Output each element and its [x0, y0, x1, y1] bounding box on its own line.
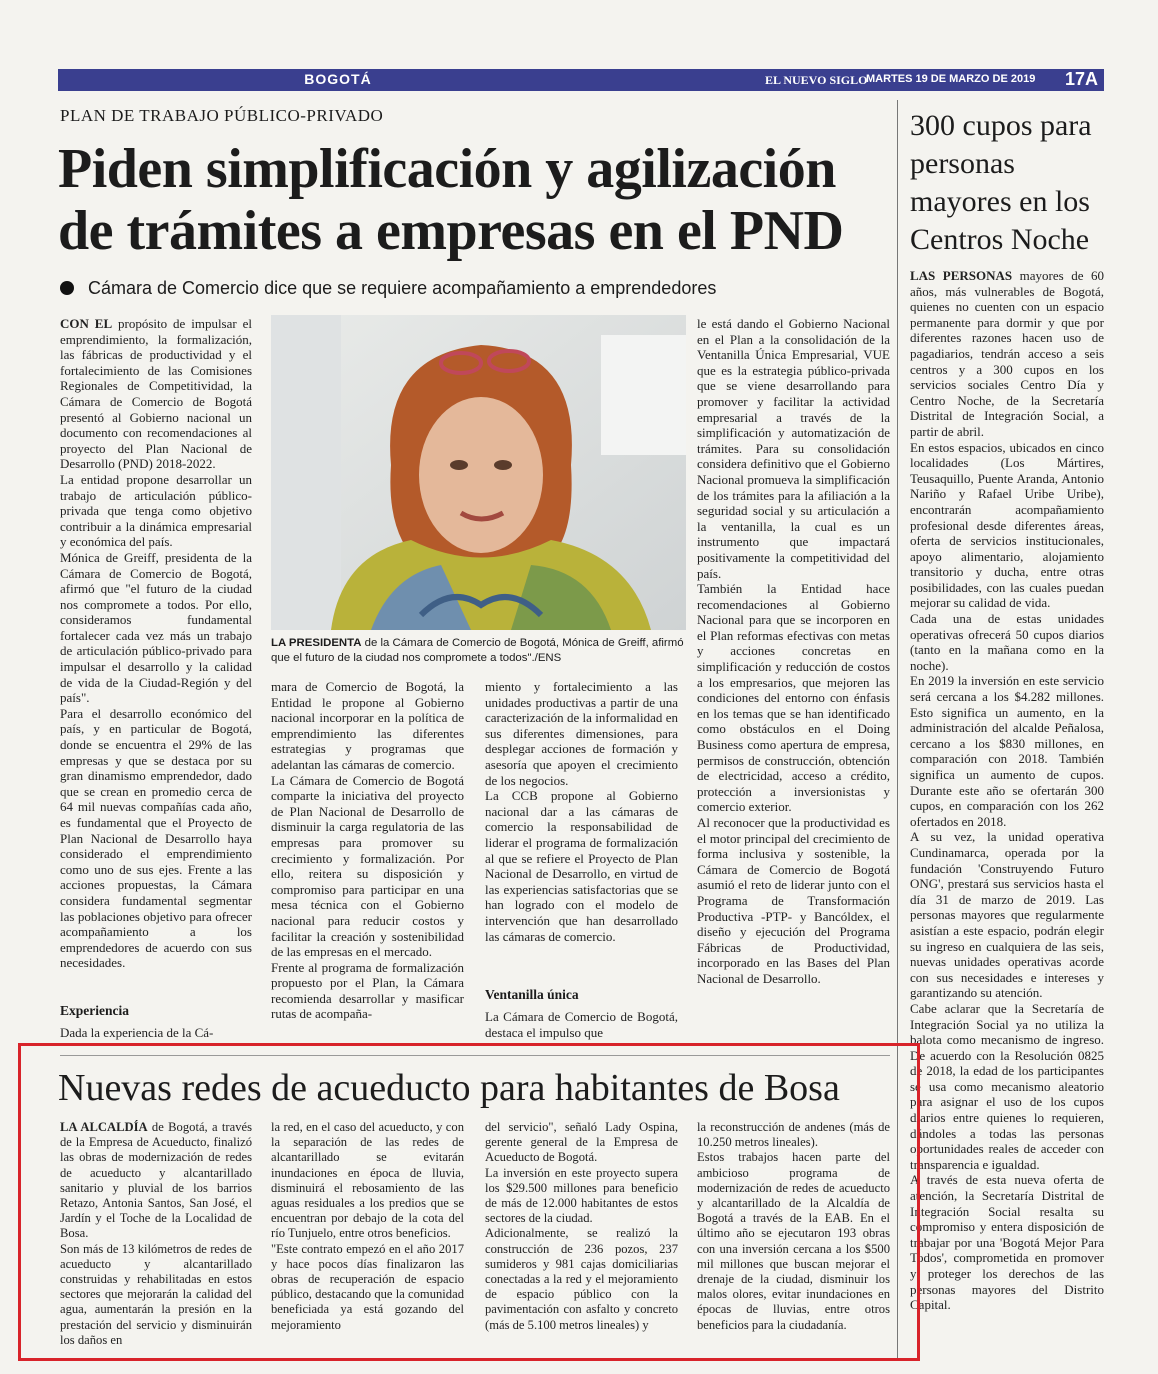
- bottom-text: de Bogotá, a través de la Empresa de Acueducto, finalizó las obras de modernización de redes de acueducto y alcantarillado sanitario y pluvial de los barrios Retazo, Antonia Santos, San José, el Jardín y el Toche de la Localidad de Bosa. Son más de 13 kilómetros de redes de acueducto y alcantarillado construidas y rehabilitadas en estos sectores que mejorarán la calidad del agua, aumentarán la presión en la prestación del servicio y disminuirán los daños en: [60, 1120, 252, 1347]
- subhead-ventanilla-unica: Ventanilla única: [485, 987, 579, 1002]
- publication-name: EL NUEVO SIGLO: [765, 73, 868, 87]
- caption-text: de la Cámara de Comercio de Bogotá, Mónica de Greiff, afirmó que el futuro de la ciudad nos compromete a todos"./ENS: [271, 637, 684, 664]
- bottom-article-column-3: del servicio", señaló Lady Ospina, gerente general de la Empresa de Acueducto de Bogotá. La inversión en este proyecto supera los $29.500 millones para beneficio de más de 12.000 habitantes de estos sectores de la ciudad. Adicionalmente, se realizó la construcción de 236 pozos, 237 sumideros y 981 cajas domiciliarias conectadas a la red y el mejoramiento de espacio público con la pavimentación con asfalto y concreto (más de 5.100 metros lineales) y: [485, 1120, 678, 1332]
- subheadline-text: Cámara de Comercio dice que se requiere acompañamiento a emprendedores: [88, 278, 717, 298]
- caption-lead: LA PRESIDENTA: [271, 637, 362, 649]
- side-article-body: [910, 268, 1104, 1358]
- issue-date: MARTES 19 DE MARZO DE 2019: [866, 73, 1036, 85]
- photo-caption: [271, 636, 686, 666]
- bottom-article-headline: Nuevas redes de acueducto para habitantes de Bosa: [58, 1067, 840, 1109]
- bottom-article-column-4: la reconstrucción de andenes (más de 10.250 metros lineales). Estos trabajos hacen parte del ambicioso programa de modernización de redes de acueducto y alcantarillado de la Alcaldía de Bogotá a través de la EAB. En el último año se ejecutaron 193 obras con una inversión cercana a los $500 mil millones que buscan mejorar el drenaje de la ciudad, disminuir los malos olores, evitar inundaciones en épocas de lluvias, entre otros beneficios para la ciudadanía.: [697, 1120, 890, 1332]
- page-number: 17A: [1064, 69, 1098, 89]
- bottom-lead-in: LA ALCALDÍA: [60, 1120, 148, 1134]
- portrait-photo: [271, 315, 686, 630]
- bottom-article-column-2: la red, en el caso del acueducto, y con la separación de las redes de alcantarillado se evitarán inundaciones en época de lluvia, disminuirá el rebosamiento de las aguas residuales a los predios que se encuentran por debajo de la cota del río Tunjuelo, entre otros beneficios. "Este contrato empezó en el año 2017 y hace pocos días finalizaron las obras de recuperación de espacio público, destacando que la comunidad beneficiada ya está gozando del mejoramiento: [271, 1120, 464, 1332]
- article-headline: Piden simplificación y agilización de trámites a empresas en el PND: [58, 138, 844, 262]
- column-text: propósito de impulsar el emprendimiento, la formalización, las fábricas de productividad y el fortalecimiento de las Comisiones Regionales de Competitividad, la Cámara de Comercio de Bogotá presentó al Gobierno nacional un documento con recomendaciones al proyecto del Plan Nacional de Desarrollo (PND) 2018-2022. La entidad propone desarrollar un trabajo de articulación público-privada que tenga como objetivo contribuir a la dinámica empresarial y económica del país. Mónica de Greiff, presidenta de la Cámara de Comercio de Bogotá, afirmó que "el futuro de la ciudad nos compromete a todos. Por ello, consideramos fundamental fortalecer cada vez más un trabajo de articulación público-privado para impulsar el desarrollo y la calidad de vida de la Ciudad-Región y del país". Para el desarrollo económico del país, y en particular de Bogotá, donde se encuentra el 29% de las empresas y que se destaca por su gran dinamismo emprendedor, dado que se crean en promedio cerca de 64 mil nuevas compañías cada año, es fundamental que el Proyecto de Plan Nacional de Desarrollo haya considerado el emprendimiento como uno de sus ejes. Frente a las acciones propuestas, la Cámara considera fundamental segmentar las poblaciones objetivo para ofrecer acompañamiento a los emprendedores de acuerdo con sus necesidades.: [60, 316, 252, 971]
- bullet-icon: [60, 281, 74, 295]
- main-article-column-4: le está dando el Gobierno Nacional en el Plan a la consolidación de la Ventanilla Única Empresarial, VUE que es la estrategia público-privada que se viene desarrollando para promover y facilitar la actividad empresarial a través de la simplificación y automatización de trámites. Para su consolidación considera definitivo que el Gobierno Nacional promueva la simplificación de los trámites para la afiliación a la seguridad social y su articulación a la ventanilla, la cual es un instrumento que impactará positivamente la competitividad del país. También la Entidad hace recomendaciones al Gobierno Nacional para que se incorporen en el Plan reformas efectivas con metas y acciones concretas en simplificación y reducción de costos a los empresarios, que mejoren las condiciones del entorno con énfasis en los temas que se han identificado como obstáculos en el Doing Business como apertura de empresa, permisos de construcción, obtención de electricidad, acceso a crédito, protección a inversionistas y comercio exterior. Al reconocer que la productividad es el motor principal del crecimiento de forma inclusiva y sostenible, la Cámara de Comercio de Bogotá asumió el reto de liderar junto con el Programa de Transformación Productiva -PTP- y Bancóldex, el diseño y ejecución del Programa Fábricas de Productividad, incorporado en las Bases del Plan Nacional de Desarrollo.: [697, 316, 890, 986]
- main-article-column-1: [60, 316, 252, 998]
- subhead-experiencia: Experiencia: [60, 1003, 129, 1018]
- column-lead-in: CON EL: [60, 316, 113, 331]
- article-subheadline: [60, 278, 716, 299]
- portrait-illustration: [271, 315, 686, 630]
- main-article-column-2: mara de Comercio de Bogotá, la Entidad le propone al Gobierno nacional incorporar en la política de emprendimiento las diferentes estrategias y programas que adelantan las cámaras de comercio. La Cámara de Comercio de Bogotá comparte la iniciativa del proyecto de Plan Nacional de Desarrollo de disminuir la carga regulatoria de las empresas para promover su crecimiento y formalización. Por ello, reitera su disposición y compromiso para participar en una mesa técnica con el Gobierno nacional para reducir costos y facilitar la creación y sostenibilidad de las empresas en el mercado. Frente al programa de formalización propuesto por el Plan, la Cámara recomienda desarrollar y masificar rutas de acompaña-: [271, 679, 464, 1022]
- section-name: BOGOTÁ: [304, 71, 372, 87]
- column-continuation: Dada la experiencia de la Cá-: [60, 1025, 214, 1040]
- highlight-box: [18, 1043, 920, 1361]
- article-kicker: PLAN DE TRABAJO PÚBLICO-PRIVADO: [60, 106, 384, 125]
- column-continuation: La Cámara de Comercio de Bogotá, destaca el impulso que: [485, 1009, 678, 1040]
- side-lead-in: LAS PERSONAS: [910, 268, 1013, 283]
- page-header-bar: [58, 69, 1104, 91]
- main-article-column-3: miento y fortalecimiento a las unidades productivas a partir de una caracterización de la informalidad en sus diferentes dimensiones, para desplegar acciones de formación y asesoría que apoyen el crecimiento de los negocios. La CCB propone al Gobierno nacional dar a las cámaras de comercio la responsabilidad de liderar el programa de formalización al que se refiere el Proyecto de Plan Nacional de Desarrollo, en virtud de las experiencias satisfactorias que se han logrado con el modelo de intervención que han desarrollado las cámaras de comercio.: [485, 679, 678, 944]
- side-article-headline: 300 cupos para personas mayores en los Centros Noche: [910, 109, 1092, 256]
- side-text: mayores de 60 años, más vulnerables de Bogotá, quienes no cuenten con un espacio permanente para dormir y que por diferentes razones hacen uso de pagadiarios, tendrán acceso a seis centros y a 300 cupos en los servicios sociales Centro Día y Centro Noche, de la Secretaría Distrital de Integración Social, a partir de abril. En estos espacios, ubicados en cinco localidades (Los Mártires, Teusaquillo, Puente Aranda, Antonio Nariño y Rafael Uribe Uribe), encontrarán acompañamiento profesional desde diferentes áreas, oferta de servicios institucionales, apoyo alimentario, alojamiento transitorio y ducha, entre otras posibilidades, con las cuales puedan mejorar su calidad de vida. Cada una de estas unidades operativas ofrecerá 50 cupos diarios (tanto en la mañana como en la noche). En 2019 la inversión en este servicio será cercana a los $4.282 millones. Esto significa un aumento, en la administración del alcalde Peñalosa, cercano a los $830 millones, en comparación con 2018. También significa un aumento de cupos. Durante este año se ofertarán 300 cupos, en comparación con los 262 ofertados en 2018. A su vez, la unidad operativa Cundinamarca, operada por la fundación 'Construyendo Futuro ONG', prestará sus servicios hasta el día 31 de marzo de 2019. Las personas mayores que regularmente asistían a este espacio, podrán elegir su ingreso en cualquiera de las seis, nuevas unidades operativas acorde con sus necesidades e intereses y garantizando su atención. Cabe aclarar que la Secretaría de Integración Social ya no utiliza la balota como mecanismo de ingreso. De acuerdo con la Resolución 0825 de 2018, la edad de los participantes se usa como mecanismo aleatorio para asignar el uso de los cupos diarios entre quienes lo requieren, dándoles a todas las personas oportunidades reales de acceder con transparencia e igualdad. A través de esta nueva oferta de atención, la Secretaría Distrital de Integración Social resalta su compromiso y entera disposición de trabajar por una 'Bogotá Mejor Para Todos', comprometida en promover y proteger los derechos de las personas mayores del Distrito Capital.: [910, 268, 1104, 1313]
